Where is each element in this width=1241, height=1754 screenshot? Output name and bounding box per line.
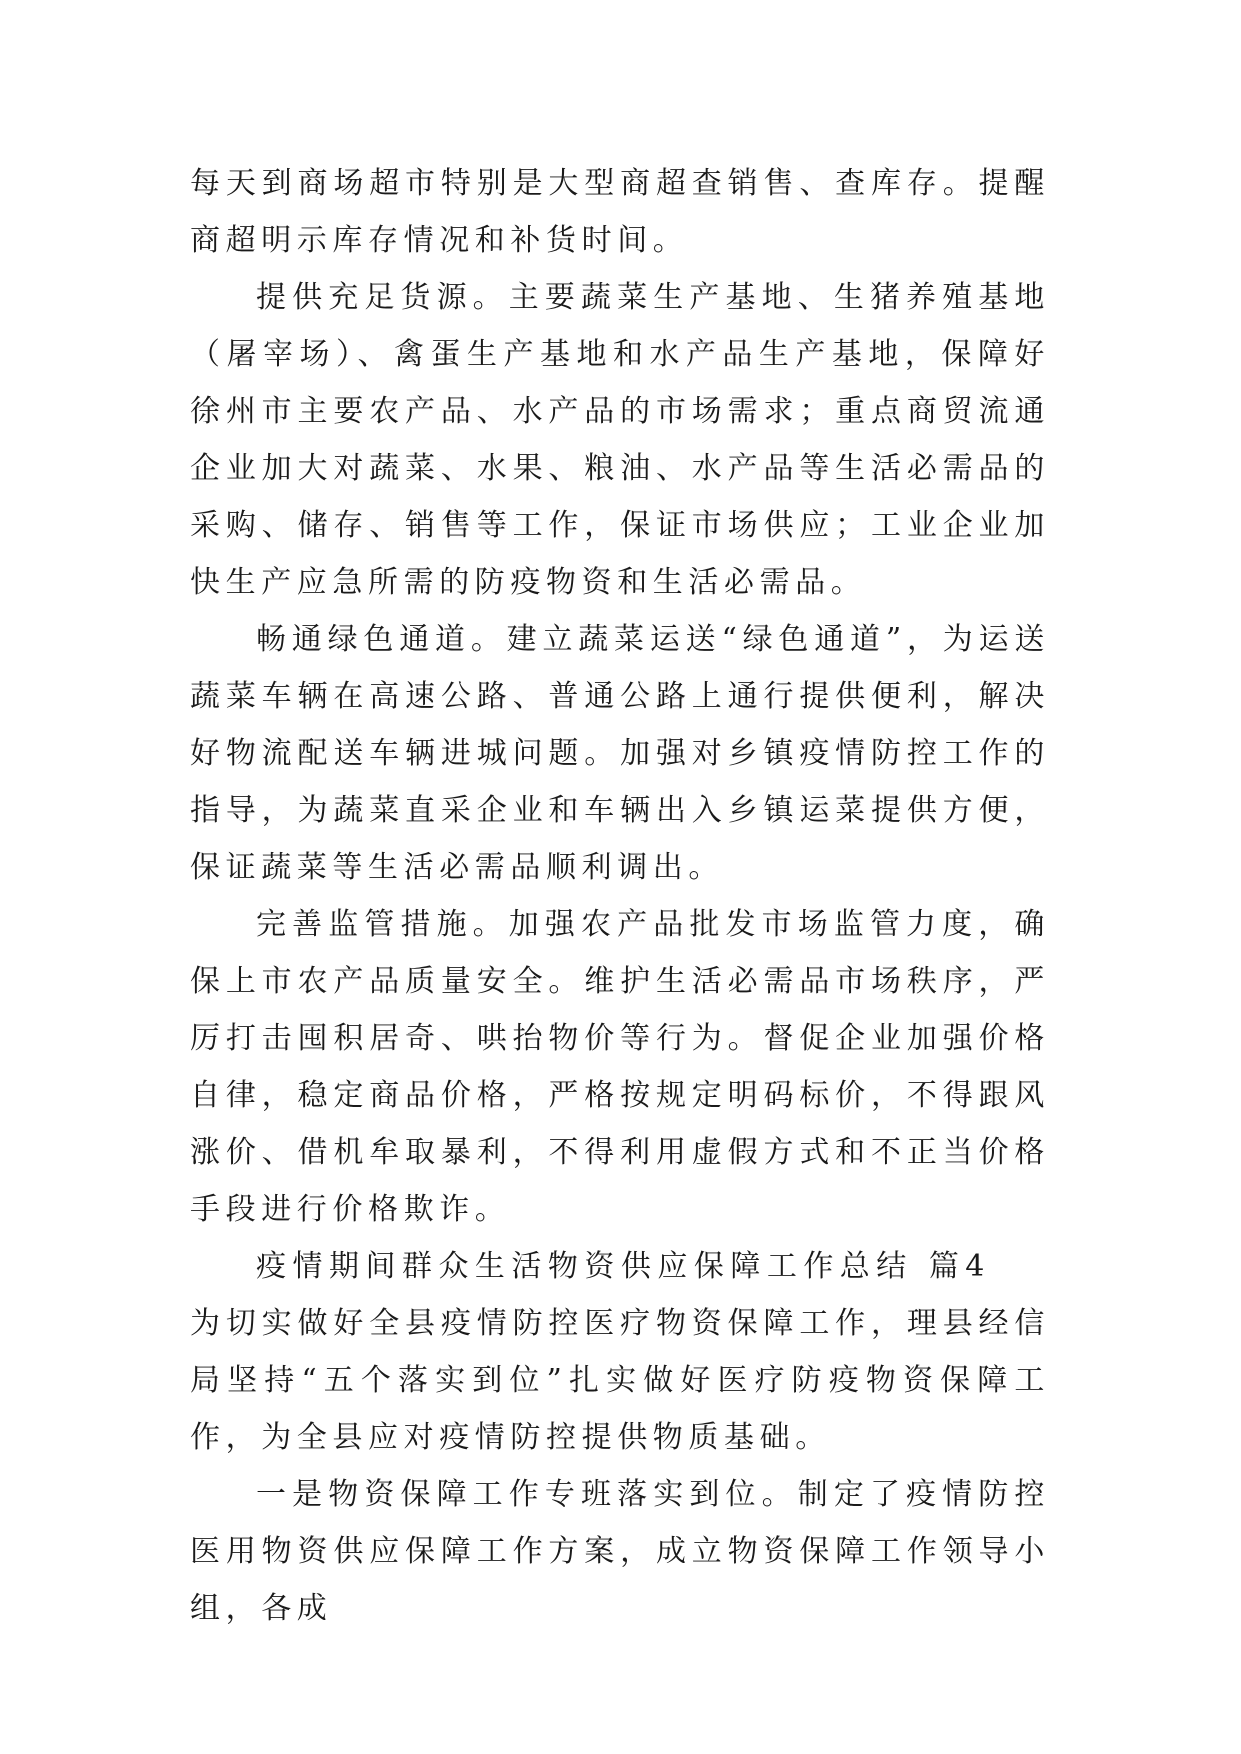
section-heading: 疫情期间群众生活物资供应保障工作总结 篇4 (256, 1249, 990, 1284)
section-intro: 为切实做好全县疫情防控医疗物资保障工作，理县经信局坚持“五个落实到位”扎实做好医疗防疫物资保障工作，为全县应对疫情防控提供物质基础。 (190, 1306, 1050, 1455)
paragraph-section-4 (190, 1238, 1050, 1466)
paragraph-supervision: 完善监管措施。加强农产品批发市场监管力度，确保上市农产品质量安全。维护生活必需品市场秩序，严厉打击囤积居奇、哄抬物价等行为。督促企业加强价格自律，稳定商品价格，严格按规定明码标价，不得跟风涨价、借机牟取暴利，不得利用虚假方式和不正当价格手段进行价格欺诈。 (190, 907, 1050, 1227)
paragraph-continuation: 每天到商场超市特别是大型商超查销售、查库存。提醒商超明示库存情况和补货时间。 (190, 166, 1050, 258)
paragraph-green-channel: 畅通绿色通道。建立蔬菜运送“绿色通道”，为运送蔬菜车辆在高速公路、普通公路上通行提供便利，解决好物流配送车辆进城问题。加强对乡镇疫情防控工作的指导，为蔬菜直采企业和车辆出入乡镇运菜提供方便，保证蔬菜等生活必需品顺利调出。 (190, 622, 1050, 885)
paragraph-supply: 提供充足货源。主要蔬菜生产基地、生猪养殖基地（屠宰场）、禽蛋生产基地和水产品生产基地，保障好徐州市主要农产品、水产品的市场需求；重点商贸流通企业加大对蔬菜、水果、粮油、水产品等生活必需品的采购、储存、销售等工作，保证市场供应；工业企业加快生产应急所需的防疫物资和生活必需品。 (190, 280, 1050, 600)
paragraph-last: 一是物资保障工作专班落实到位。制定了疫情防控医用物资供应保障工作方案，成立物资保障工作领导小组，各成 (190, 1477, 1050, 1626)
document-body (190, 155, 1050, 1637)
